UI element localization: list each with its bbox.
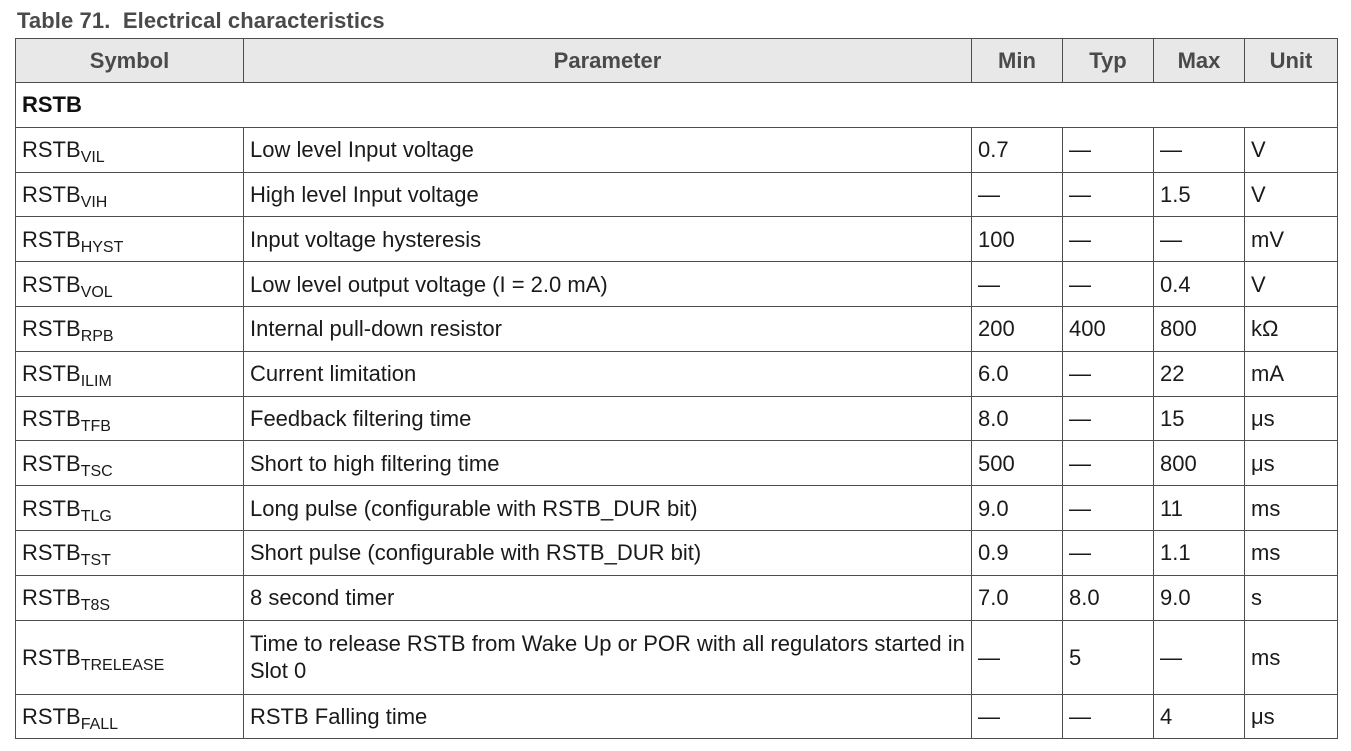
table-row — [16, 396, 1338, 441]
parameter-cell: RSTB Falling time — [244, 694, 972, 739]
min-cell: 8.0 — [972, 396, 1063, 441]
symbol-base: RSTB — [22, 226, 81, 252]
typ-cell: — — [1063, 694, 1154, 739]
symbol-cell — [16, 575, 244, 620]
max-cell: 9.0 — [1154, 575, 1245, 620]
typ-cell: 8.0 — [1063, 575, 1154, 620]
symbol-subscript: TRELEASE — [80, 656, 165, 674]
symbol-subscript: HYST — [80, 238, 124, 256]
max-cell: — — [1154, 127, 1245, 172]
symbol-base: RSTB — [22, 585, 81, 611]
unit-cell: ms — [1245, 620, 1338, 694]
symbol-base: RSTB — [22, 405, 81, 431]
parameter-cell: Input voltage hysteresis — [244, 217, 972, 262]
symbol-subscript: FALL — [80, 715, 119, 733]
parameter-cell: High level Input voltage — [244, 172, 972, 217]
min-cell: — — [972, 262, 1063, 307]
electrical-characteristics-table — [15, 38, 1338, 739]
symbol-cell — [16, 530, 244, 575]
symbol-base: RSTB — [22, 540, 81, 566]
symbol-base: RSTB — [22, 450, 81, 476]
min-cell: — — [972, 694, 1063, 739]
unit-cell: s — [1245, 575, 1338, 620]
max-cell: — — [1154, 217, 1245, 262]
table-row — [16, 441, 1338, 486]
symbol-base: RSTB — [22, 495, 81, 521]
parameter-cell: Short to high filtering time — [244, 441, 972, 486]
table-row — [16, 172, 1338, 217]
table-row — [16, 217, 1338, 262]
symbol-cell — [16, 172, 244, 217]
parameter-cell: Low level Input voltage — [244, 127, 972, 172]
table-row — [16, 694, 1338, 739]
section-row — [16, 83, 1338, 128]
unit-cell: μs — [1245, 396, 1338, 441]
symbol-base: RSTB — [22, 316, 81, 342]
typ-cell: — — [1063, 217, 1154, 262]
unit-cell: V — [1245, 127, 1338, 172]
symbol-cell — [16, 127, 244, 172]
symbol-cell — [16, 620, 244, 694]
typ-cell: — — [1063, 351, 1154, 396]
typ-cell: — — [1063, 396, 1154, 441]
min-cell: 7.0 — [972, 575, 1063, 620]
min-cell: — — [972, 172, 1063, 217]
symbol-cell — [16, 694, 244, 739]
parameter-cell: Internal pull-down resistor — [244, 306, 972, 351]
unit-cell: μs — [1245, 441, 1338, 486]
max-cell: 800 — [1154, 306, 1245, 351]
unit-cell: V — [1245, 172, 1338, 217]
parameter-cell: 8 second timer — [244, 575, 972, 620]
header-parameter: Parameter — [244, 39, 972, 83]
header-unit: Unit — [1245, 39, 1338, 83]
parameter-cell: Time to release RSTB from Wake Up or POR with all regulators started in Slot 0 — [244, 620, 972, 694]
symbol-subscript: T8S — [80, 597, 111, 615]
header-row — [16, 39, 1338, 83]
symbol-subscript: TFB — [80, 417, 111, 435]
unit-cell: μs — [1245, 694, 1338, 739]
typ-cell: 400 — [1063, 306, 1154, 351]
table-row — [16, 351, 1338, 396]
min-cell: 100 — [972, 217, 1063, 262]
unit-cell: V — [1245, 262, 1338, 307]
table-row — [16, 127, 1338, 172]
symbol-cell — [16, 262, 244, 307]
symbol-cell — [16, 486, 244, 531]
typ-cell: — — [1063, 441, 1154, 486]
typ-cell: — — [1063, 486, 1154, 531]
min-cell: 6.0 — [972, 351, 1063, 396]
header-min: Min — [972, 39, 1063, 83]
symbol-cell — [16, 217, 244, 262]
min-cell: 0.7 — [972, 127, 1063, 172]
parameter-cell: Short pulse (configurable with RSTB_DUR bit) — [244, 530, 972, 575]
max-cell: 0.4 — [1154, 262, 1245, 307]
unit-cell: ms — [1245, 486, 1338, 531]
section-label: RSTB — [16, 83, 1338, 128]
unit-cell: mV — [1245, 217, 1338, 262]
parameter-cell: Feedback filtering time — [244, 396, 972, 441]
parameter-cell: Low level output voltage (I = 2.0 mA) — [244, 262, 972, 307]
symbol-cell — [16, 351, 244, 396]
typ-cell: — — [1063, 127, 1154, 172]
max-cell: 22 — [1154, 351, 1245, 396]
symbol-base: RSTB — [22, 703, 81, 729]
symbol-cell — [16, 306, 244, 351]
table-row — [16, 620, 1338, 694]
table-row — [16, 486, 1338, 531]
table-row — [16, 530, 1338, 575]
symbol-subscript: VOL — [80, 283, 113, 301]
table-row — [16, 575, 1338, 620]
max-cell: — — [1154, 620, 1245, 694]
typ-cell: — — [1063, 262, 1154, 307]
symbol-base: RSTB — [22, 181, 81, 207]
symbol-subscript: TSC — [80, 462, 113, 480]
min-cell: 9.0 — [972, 486, 1063, 531]
typ-cell: 5 — [1063, 620, 1154, 694]
parameter-cell: Current limitation — [244, 351, 972, 396]
symbol-base: RSTB — [22, 361, 81, 387]
symbol-subscript: ILIM — [80, 373, 112, 391]
symbol-subscript: VIL — [80, 149, 105, 167]
symbol-cell — [16, 396, 244, 441]
typ-cell: — — [1063, 530, 1154, 575]
parameter-cell: Long pulse (configurable with RSTB_DUR bit) — [244, 486, 972, 531]
min-cell: — — [972, 620, 1063, 694]
min-cell: 0.9 — [972, 530, 1063, 575]
min-cell: 200 — [972, 306, 1063, 351]
symbol-subscript: TST — [80, 552, 111, 570]
min-cell: 500 — [972, 441, 1063, 486]
unit-cell: mA — [1245, 351, 1338, 396]
max-cell: 11 — [1154, 486, 1245, 531]
table-caption: Table 71. Electrical characteristics — [17, 8, 385, 33]
max-cell: 15 — [1154, 396, 1245, 441]
symbol-subscript: RPB — [80, 328, 114, 346]
symbol-cell — [16, 441, 244, 486]
symbol-base: RSTB — [22, 644, 81, 670]
typ-cell: — — [1063, 172, 1154, 217]
symbol-subscript: VIH — [80, 193, 108, 211]
symbol-subscript: TLG — [80, 507, 112, 525]
unit-cell: kΩ — [1245, 306, 1338, 351]
symbol-base: RSTB — [22, 137, 81, 163]
header-typ: Typ — [1063, 39, 1154, 83]
max-cell: 1.1 — [1154, 530, 1245, 575]
table-row — [16, 306, 1338, 351]
unit-cell: ms — [1245, 530, 1338, 575]
symbol-base: RSTB — [22, 271, 81, 297]
max-cell: 1.5 — [1154, 172, 1245, 217]
max-cell: 800 — [1154, 441, 1245, 486]
table-row — [16, 262, 1338, 307]
header-max: Max — [1154, 39, 1245, 83]
max-cell: 4 — [1154, 694, 1245, 739]
header-symbol: Symbol — [16, 39, 244, 83]
